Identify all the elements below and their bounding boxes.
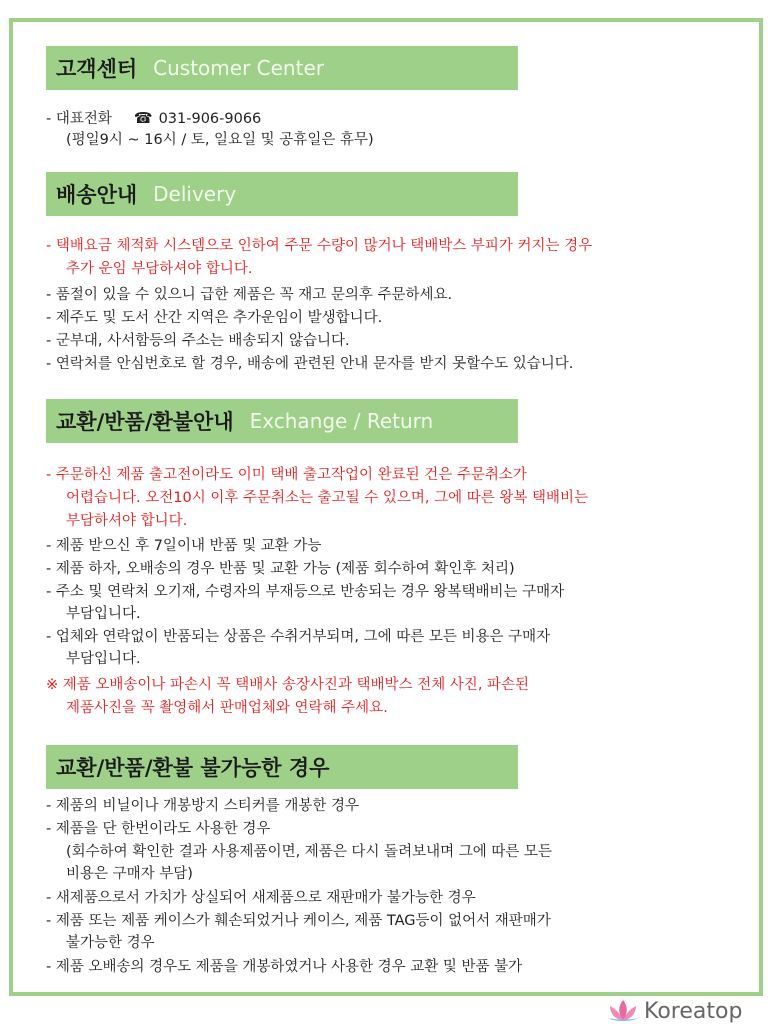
delivery-line: 추가 운임 부담하셔야 합니다. xyxy=(66,261,253,277)
delivery-line: - 품절이 있을 수 있으니 급한 제품은 꼭 재고 문의후 주문하세요. xyxy=(46,287,453,303)
business-hours: (평일9시 ~ 16시 / 토, 일요일 및 공휴일은 휴무) xyxy=(66,132,374,148)
not-allowed-line: 비용은 구매자 부담) xyxy=(66,866,193,882)
delivery-header xyxy=(46,172,518,216)
delivery-line: - 제주도 및 도서 산간 지역은 추가운임이 발생합니다. xyxy=(46,310,383,326)
phone-line xyxy=(46,108,261,129)
not-allowed-line: - 제품 오배송의 경우도 제품을 개봉하였거나 사용한 경우 교환 및 반품 불가 xyxy=(46,959,523,975)
exchange-line: - 업체와 연락없이 반품되는 상품은 수취거부되며, 그에 따른 모든 비용은 구매자 xyxy=(46,629,551,645)
exchange-title: 교환/반품/환불안내 xyxy=(56,410,234,434)
customer-center-title: 고객센터 xyxy=(56,57,138,81)
delivery-line: - 군부대, 사서함등의 주소는 배송되지 않습니다. xyxy=(46,333,350,349)
koreatop-logo xyxy=(606,994,742,1028)
exchange-notice: ※ 제품 오배송이나 파손시 꼭 택배사 송장사진과 택배박스 전체 사진, 파손된 xyxy=(46,677,530,693)
not-allowed-line: (회수하여 확인한 결과 사용제품이면, 제품은 다시 돌려보내며 그에 따른 모든 xyxy=(66,844,552,860)
exchange-line: 부담입니다. xyxy=(66,606,141,622)
exchange-header xyxy=(46,399,518,443)
exchange-notice: 제품사진을 꼭 촬영해서 판매업체와 연락해 주세요. xyxy=(66,700,388,716)
lotus-icon xyxy=(606,998,640,1024)
not-allowed-line: - 제품을 단 한번이라도 사용한 경우 xyxy=(46,821,271,837)
customer-center-header xyxy=(46,46,518,90)
exchange-line: - 주소 및 연락처 오기재, 수령자의 부재등으로 반송되는 경우 왕복택배비는 구매자 xyxy=(46,584,565,600)
exchange-line: - 제품 하자, 오배송의 경우 반품 및 교환 가능 (제품 회수하여 확인후 처리) xyxy=(46,561,515,577)
delivery-title: 배송안내 xyxy=(56,183,138,207)
exchange-line: - 제품 받으신 후 7일이내 반품 및 교환 가능 xyxy=(46,538,322,554)
exchange-line: 어렵습니다. 오전10시 이후 주문취소는 출고될 수 있으며, 그에 따른 왕복 택배비는 xyxy=(66,490,588,506)
not-allowed-title: 교환/반품/환불 불가능한 경우 xyxy=(56,756,330,780)
phone-label: - 대표전화 xyxy=(46,111,112,127)
not-allowed-header xyxy=(46,745,518,789)
not-allowed-line: - 새제품으로서 가치가 상실되어 새제품으로 재판매가 불가능한 경우 xyxy=(46,890,476,906)
delivery-line: - 택배요금 체적화 시스템으로 인하여 주문 수량이 많거나 택배박스 부피가 커지는 경우 xyxy=(46,238,593,254)
exchange-title-en: Exchange / Return xyxy=(249,409,434,433)
exchange-line: - 주문하신 제품 출고전이라도 이미 택배 출고작업이 완료된 건은 주문취소가 xyxy=(46,467,527,483)
exchange-line: 부담입니다. xyxy=(66,651,141,667)
phone-number[interactable]: 031-906-9066 xyxy=(158,111,262,127)
customer-center-title-en: Customer Center xyxy=(153,56,324,80)
not-allowed-line: - 제품 또는 제품 케이스가 훼손되었거나 케이스, 제품 TAG등이 없어서 재판매가 xyxy=(46,913,551,929)
logo-text: Koreatop xyxy=(644,998,743,1024)
delivery-line: - 연락처를 안심번호로 할 경우, 배송에 관련된 안내 문자를 받지 못할수도 있습니다. xyxy=(46,356,574,372)
phone-icon: ☎ xyxy=(133,109,153,127)
not-allowed-line: - 제품의 비닐이나 개봉방지 스티커를 개봉한 경우 xyxy=(46,798,360,814)
delivery-title-en: Delivery xyxy=(153,182,237,206)
exchange-line: 부담하셔야 합니다. xyxy=(66,513,188,529)
not-allowed-line: 불가능한 경우 xyxy=(66,935,155,951)
